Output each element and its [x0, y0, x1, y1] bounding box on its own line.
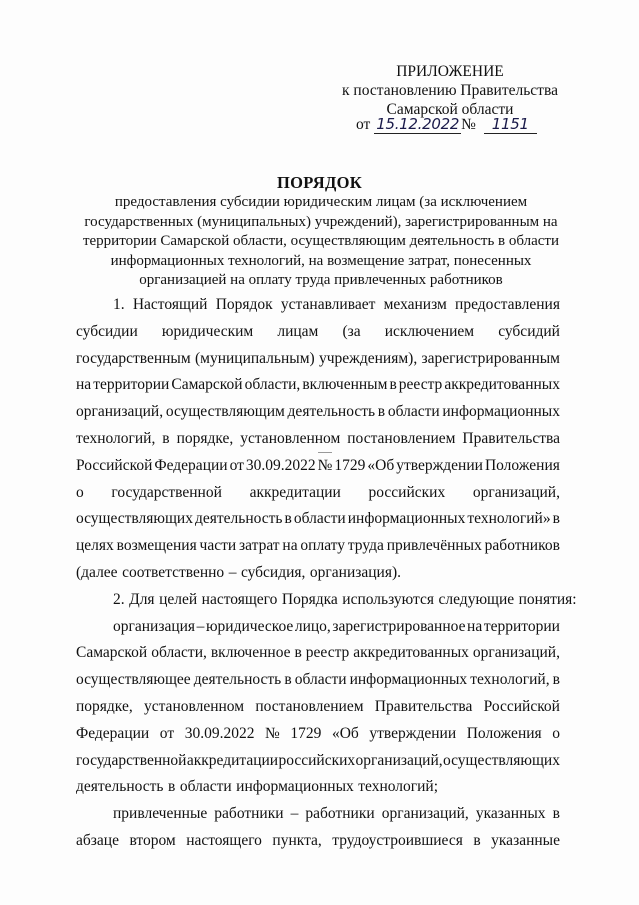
text-line: о государственной аккредитации российских организаций, [76, 483, 560, 501]
appendix-date-line [356, 115, 537, 134]
text-line: абзаце втором настоящего пункта, трудоустроившиеся в указанные [76, 831, 560, 849]
text-line: 2. Для целей настоящего Порядка используются следующие понятия: [113, 590, 577, 608]
text-line: Российской Федерации от 30.09.2022 № 1729 «Об утверждении Положения [76, 456, 560, 474]
appendix-header [330, 62, 570, 119]
text-line: Самарской области, включенное в реестр аккредитованных организаций, [76, 644, 560, 662]
subtitle-line: государственных (муниципальных) учреждений), зарегистрированным на [84, 213, 558, 230]
date-prefix: от [356, 116, 371, 133]
appendix-region: Самарской области [386, 101, 514, 118]
number-sign: № [461, 116, 476, 133]
text-line: осуществляющих деятельность в области информационных технологий» в [76, 510, 560, 528]
subtitle-line: территории Самарской области, осуществляющим деятельность в области [82, 233, 560, 249]
document-body [76, 292, 577, 855]
paragraph [76, 801, 560, 855]
text-line: (далее соответственно – субсидия, организация). [76, 563, 401, 581]
handwritten-date: 15.12.2022 [376, 115, 460, 133]
text-line: осуществляющее деятельность в области информационных технологий, в [76, 671, 560, 689]
text-line: государственным (муниципальным) учреждениям), зарегистрированным [76, 349, 560, 367]
subtitle-line: предоставления субсидии юридическим лицам (за исключением [114, 194, 528, 210]
text-line: деятельность в области информационных технологий; [76, 778, 439, 796]
paragraph [76, 292, 560, 587]
paragraph [76, 587, 577, 614]
text-line: государственной аккредитации российских организаций, осуществляющих [76, 751, 560, 769]
document-title: ПОРЯДОК [276, 173, 363, 192]
appendix-reference: к постановлению Правительства [342, 82, 558, 99]
text-line: технологий, в порядке, установленном постановлением Правительства [76, 429, 560, 447]
subtitle-line: информационных технологий, на возмещение затрат, понесенных [110, 252, 532, 269]
subtitle-line: организацией на оплату труда привлеченных работников [139, 272, 503, 288]
document-subtitle [60, 193, 582, 291]
text-line: целях возмещения части затрат на оплату труда привлечённых работников [76, 537, 560, 555]
text-line: на территории Самарской области, включенным в реестр аккредитованных [76, 376, 560, 394]
text-line: организация – юридическое лицо, зарегистрированное на территории [113, 617, 560, 635]
text-line: Федерации от 30.09.2022 № 1729 «Об утверждении Положения о [76, 724, 560, 742]
appendix-title: ПРИЛОЖЕНИЕ [396, 63, 504, 80]
text-line: привлеченные работники – работники организаций, указанных в [113, 805, 560, 823]
text-line: субсидии юридическим лицам (за исключением субсидий [76, 322, 560, 340]
scan-artifact [318, 452, 332, 457]
paragraph [76, 614, 560, 802]
text-line: порядке, установленном постановлением Правительства Российской [76, 697, 560, 715]
handwritten-number: 1151 [484, 115, 537, 134]
text-line: организаций, осуществляющим деятельность в области информационных [76, 403, 560, 421]
text-line: 1. Настоящий Порядок устанавливает механизм предоставления [113, 296, 560, 313]
